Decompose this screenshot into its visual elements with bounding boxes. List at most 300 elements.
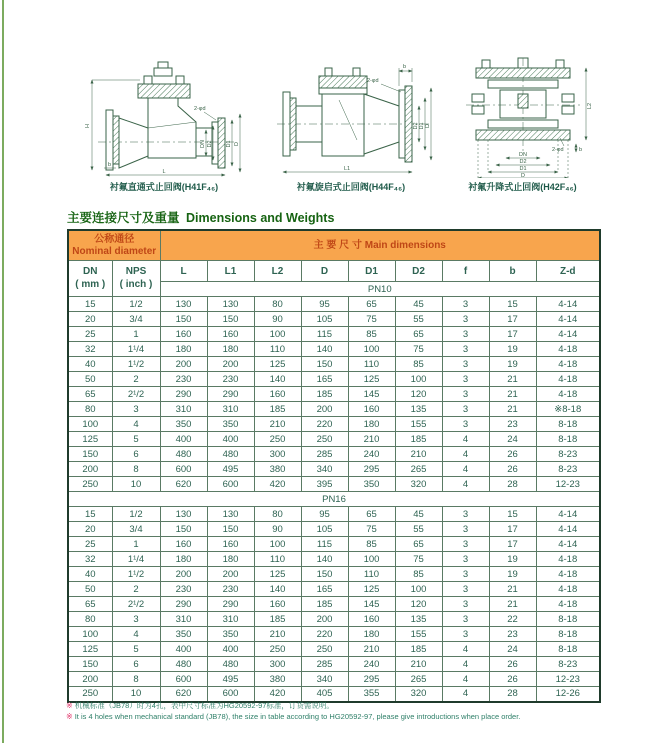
table-cell: 4-18 bbox=[536, 372, 600, 387]
table-cell: 290 bbox=[207, 597, 254, 612]
table-cell: 130 bbox=[207, 507, 254, 522]
table-cell: 290 bbox=[160, 597, 207, 612]
table-cell: 3 bbox=[112, 612, 160, 627]
table-cell: 400 bbox=[160, 432, 207, 447]
table-cell: 125 bbox=[68, 432, 112, 447]
table-cell: 80 bbox=[68, 402, 112, 417]
table-cell: 200 bbox=[207, 567, 254, 582]
table-cell: 265 bbox=[395, 462, 442, 477]
table-cell: 5 bbox=[112, 432, 160, 447]
table-cell: 230 bbox=[160, 372, 207, 387]
table-cell: 295 bbox=[348, 462, 395, 477]
page-title bbox=[67, 208, 334, 226]
table-cell: 1¹/2 bbox=[112, 567, 160, 582]
table-cell: 85 bbox=[395, 567, 442, 582]
table-cell: 285 bbox=[301, 447, 348, 462]
table-row bbox=[68, 342, 600, 357]
table-cell: 210 bbox=[254, 627, 301, 642]
table-cell: 495 bbox=[207, 672, 254, 687]
dimensions-table-wrapper bbox=[67, 229, 601, 703]
dim-label-d2: D2 bbox=[412, 122, 419, 130]
table-cell: 90 bbox=[254, 522, 301, 537]
table-cell: 600 bbox=[160, 672, 207, 687]
table-cell: 80 bbox=[68, 612, 112, 627]
table-cell: 125 bbox=[254, 567, 301, 582]
table-cell: 340 bbox=[301, 462, 348, 477]
table-cell: 22 bbox=[489, 612, 536, 627]
table-cell: 310 bbox=[207, 612, 254, 627]
table-cell: 2¹/2 bbox=[112, 387, 160, 402]
valve-figure-straight bbox=[78, 60, 250, 193]
table-cell: 8-18 bbox=[536, 642, 600, 657]
table-cell: 165 bbox=[301, 582, 348, 597]
table-cell: 100 bbox=[395, 582, 442, 597]
table-cell: 140 bbox=[254, 582, 301, 597]
table-cell: 600 bbox=[160, 462, 207, 477]
table-cell: 80 bbox=[254, 297, 301, 312]
table-cell: 28 bbox=[489, 687, 536, 702]
table-cell: 26 bbox=[489, 447, 536, 462]
table-cell: 8-18 bbox=[536, 612, 600, 627]
table-cell: 75 bbox=[348, 312, 395, 327]
table-cell: 290 bbox=[160, 387, 207, 402]
dim-label-d1: D1 bbox=[418, 122, 425, 130]
table-cell: 4-14 bbox=[536, 522, 600, 537]
table-cell: 300 bbox=[254, 657, 301, 672]
table-cell: 480 bbox=[160, 447, 207, 462]
table-cell: 95 bbox=[301, 507, 348, 522]
table-cell: 45 bbox=[395, 507, 442, 522]
dim-label-d2: D2 bbox=[518, 159, 527, 165]
column-header-D: D bbox=[301, 261, 348, 282]
table-cell: 26 bbox=[489, 462, 536, 477]
table-cell: 220 bbox=[301, 627, 348, 642]
table-cell: 3 bbox=[442, 417, 489, 432]
table-row bbox=[68, 507, 600, 522]
table-cell: 19 bbox=[489, 357, 536, 372]
table-cell: 240 bbox=[348, 447, 395, 462]
table-cell: 26 bbox=[489, 672, 536, 687]
table-cell: 17 bbox=[489, 312, 536, 327]
nps-column-header bbox=[112, 261, 160, 297]
table-cell: 150 bbox=[301, 357, 348, 372]
valve-drawing-swing bbox=[269, 60, 434, 178]
table-cell: 10 bbox=[112, 687, 160, 702]
table-cell: 90 bbox=[254, 312, 301, 327]
table-cell: 105 bbox=[301, 522, 348, 537]
table-cell: 155 bbox=[395, 627, 442, 642]
table-cell: 165 bbox=[301, 372, 348, 387]
table-cell: 21 bbox=[489, 582, 536, 597]
table-cell: 160 bbox=[160, 327, 207, 342]
table-cell: 50 bbox=[68, 582, 112, 597]
table-cell: 4-14 bbox=[536, 312, 600, 327]
table-cell: 1/2 bbox=[112, 507, 160, 522]
valve-figure-lift bbox=[445, 56, 600, 193]
table-cell: 95 bbox=[301, 297, 348, 312]
table-row bbox=[68, 627, 600, 642]
table-cell: 120 bbox=[395, 387, 442, 402]
table-cell: 24 bbox=[489, 432, 536, 447]
table-cell: 100 bbox=[68, 417, 112, 432]
table-cell: 140 bbox=[301, 552, 348, 567]
table-cell: 8-23 bbox=[536, 462, 600, 477]
table-cell: 420 bbox=[254, 687, 301, 702]
table-cell: 400 bbox=[160, 642, 207, 657]
table-cell: 200 bbox=[160, 567, 207, 582]
table-cell: 350 bbox=[160, 417, 207, 432]
table-cell: 25 bbox=[68, 327, 112, 342]
table-cell: 25 bbox=[68, 537, 112, 552]
table-cell: 135 bbox=[395, 402, 442, 417]
table-cell: 55 bbox=[395, 522, 442, 537]
table-cell: 135 bbox=[395, 612, 442, 627]
table-cell: 100 bbox=[348, 342, 395, 357]
table-cell: 8-23 bbox=[536, 657, 600, 672]
table-row bbox=[68, 597, 600, 612]
table-cell: 185 bbox=[395, 642, 442, 657]
table-cell: 85 bbox=[395, 357, 442, 372]
figure-caption-straight: 衬氟直通式止回阀(H41F₄₆) bbox=[109, 182, 219, 192]
table-cell: 185 bbox=[254, 612, 301, 627]
table-cell: 4 bbox=[112, 417, 160, 432]
table-cell: 15 bbox=[68, 297, 112, 312]
table-row bbox=[68, 567, 600, 582]
table-row bbox=[68, 387, 600, 402]
table-row bbox=[68, 327, 600, 342]
table-cell: 65 bbox=[348, 507, 395, 522]
table-cell: 6 bbox=[112, 447, 160, 462]
table-cell: 4 bbox=[112, 627, 160, 642]
table-cell: 3 bbox=[442, 342, 489, 357]
table-cell: 40 bbox=[68, 357, 112, 372]
dim-label-d: D bbox=[233, 142, 240, 146]
table-cell: 21 bbox=[489, 372, 536, 387]
dim-label-l2: L2 bbox=[586, 102, 593, 110]
table-cell: 350 bbox=[348, 477, 395, 492]
table-cell: 320 bbox=[395, 477, 442, 492]
figure-caption-swing: 衬氟旋启式止回阀(H44F₄₆) bbox=[296, 182, 406, 192]
table-row bbox=[68, 297, 600, 312]
table-cell: 4-18 bbox=[536, 582, 600, 597]
table-row bbox=[68, 522, 600, 537]
footnote-en bbox=[66, 712, 520, 723]
table-cell: 200 bbox=[68, 672, 112, 687]
table-cell: 405 bbox=[301, 687, 348, 702]
table-row bbox=[68, 447, 600, 462]
column-header-L2: L2 bbox=[254, 261, 301, 282]
table-cell: 8 bbox=[112, 672, 160, 687]
column-header-Zd: Z-d bbox=[536, 261, 600, 282]
table-cell: 350 bbox=[207, 627, 254, 642]
table-cell: 75 bbox=[348, 522, 395, 537]
table-cell: 4-14 bbox=[536, 297, 600, 312]
column-header-L: L bbox=[160, 261, 207, 282]
table-cell: 3/4 bbox=[112, 522, 160, 537]
page-title-zh: 主要连接尺寸及重量 bbox=[67, 211, 180, 225]
table-row bbox=[68, 312, 600, 327]
table-cell: 3 bbox=[442, 597, 489, 612]
dim-label-2phid: 2-φd bbox=[366, 78, 379, 84]
nominal-diameter-en: Nominal diameter bbox=[72, 245, 157, 257]
table-cell: 3 bbox=[442, 297, 489, 312]
table-cell: 230 bbox=[207, 582, 254, 597]
footnote-zh-text: 机械标准（JB78）时为4孔，表中尺寸标准为HG20592-97标准，订货需说明。 bbox=[74, 701, 334, 710]
table-cell: 2¹/2 bbox=[112, 597, 160, 612]
nps-unit: ( inch ) bbox=[119, 278, 153, 290]
table-cell: 4 bbox=[442, 657, 489, 672]
table-cell: 480 bbox=[207, 657, 254, 672]
table-cell: 480 bbox=[207, 447, 254, 462]
table-cell: 340 bbox=[301, 672, 348, 687]
table-cell: 6 bbox=[112, 657, 160, 672]
table-cell: 310 bbox=[207, 402, 254, 417]
table-cell: 12-23 bbox=[536, 477, 600, 492]
table-cell: 3 bbox=[112, 402, 160, 417]
table-row bbox=[68, 462, 600, 477]
table-cell: 200 bbox=[301, 612, 348, 627]
table-cell: 3 bbox=[442, 522, 489, 537]
table-cell: 160 bbox=[207, 537, 254, 552]
nps-label: NPS bbox=[125, 266, 147, 277]
dim-label-d1: D1 bbox=[518, 166, 527, 172]
column-header-D1: D1 bbox=[348, 261, 395, 282]
table-cell: 15 bbox=[68, 507, 112, 522]
table-cell: 125 bbox=[68, 642, 112, 657]
table-cell: 8-18 bbox=[536, 627, 600, 642]
table-cell: 4-14 bbox=[536, 327, 600, 342]
table-cell: 21 bbox=[489, 597, 536, 612]
table-cell: 3 bbox=[442, 357, 489, 372]
table-cell: 4-18 bbox=[536, 567, 600, 582]
dim-label-d: D bbox=[424, 124, 431, 128]
dim-label-l: L bbox=[161, 169, 166, 175]
pressure-class-row-pn16 bbox=[68, 492, 600, 507]
table-cell: 150 bbox=[68, 447, 112, 462]
table-cell: 350 bbox=[207, 417, 254, 432]
table-cell: 150 bbox=[207, 522, 254, 537]
table-cell: 210 bbox=[395, 657, 442, 672]
table-cell: 8-23 bbox=[536, 447, 600, 462]
table-row bbox=[68, 417, 600, 432]
table-row bbox=[68, 582, 600, 597]
table-cell: 110 bbox=[348, 357, 395, 372]
dim-label-l1: L1 bbox=[343, 166, 350, 172]
table-row bbox=[68, 537, 600, 552]
dn-label: DN bbox=[83, 266, 98, 277]
main-dimensions-header: 主 要 尺 寸 Main dimensions bbox=[160, 230, 600, 261]
footnotes bbox=[66, 701, 520, 723]
table-row bbox=[68, 672, 600, 687]
dimensions-table bbox=[67, 229, 601, 703]
table-cell: 4-18 bbox=[536, 597, 600, 612]
table-cell: 400 bbox=[207, 642, 254, 657]
table-cell: 12-23 bbox=[536, 672, 600, 687]
table-cell: 100 bbox=[254, 537, 301, 552]
table-cell: 8-18 bbox=[536, 432, 600, 447]
table-cell: 100 bbox=[68, 627, 112, 642]
valve-drawing-straight bbox=[82, 60, 247, 178]
table-cell: 115 bbox=[301, 537, 348, 552]
dim-label-dn: DN bbox=[199, 140, 206, 148]
table-cell: 10 bbox=[112, 477, 160, 492]
table-cell: 17 bbox=[489, 522, 536, 537]
table-cell: 400 bbox=[207, 432, 254, 447]
table-cell: 355 bbox=[348, 687, 395, 702]
column-header-b: b bbox=[489, 261, 536, 282]
table-row bbox=[68, 612, 600, 627]
table-cell: 210 bbox=[254, 417, 301, 432]
table-cell: 125 bbox=[254, 357, 301, 372]
table-cell: 185 bbox=[301, 387, 348, 402]
table-cell: 4 bbox=[442, 477, 489, 492]
table-cell: 310 bbox=[160, 402, 207, 417]
table-cell: 620 bbox=[160, 477, 207, 492]
table-cell: 100 bbox=[395, 372, 442, 387]
pressure-class-label: PN16 bbox=[68, 492, 600, 507]
table-row bbox=[68, 477, 600, 492]
table-cell: 4 bbox=[442, 642, 489, 657]
table-cell: 160 bbox=[348, 612, 395, 627]
table-cell: 185 bbox=[254, 402, 301, 417]
table-cell: 4 bbox=[442, 447, 489, 462]
table-cell: 250 bbox=[301, 642, 348, 657]
table-cell: 17 bbox=[489, 537, 536, 552]
table-cell: 4-14 bbox=[536, 537, 600, 552]
table-cell: 45 bbox=[395, 297, 442, 312]
table-cell: 265 bbox=[395, 672, 442, 687]
footnote-en-text: It is 4 holes when mechanical standard (JB78), the size in table according to HG20592-97, please give introductions when place order. bbox=[74, 711, 521, 721]
table-cell: 8 bbox=[112, 462, 160, 477]
table-cell: 3 bbox=[442, 327, 489, 342]
table-cell: 2 bbox=[112, 372, 160, 387]
table-cell: 65 bbox=[395, 537, 442, 552]
table-cell: 32 bbox=[68, 342, 112, 357]
table-cell: 185 bbox=[395, 432, 442, 447]
table-cell: 4 bbox=[442, 462, 489, 477]
dim-label-d1: D1 bbox=[225, 140, 232, 148]
table-cell: 110 bbox=[254, 552, 301, 567]
table-cell: 19 bbox=[489, 342, 536, 357]
table-cell: 50 bbox=[68, 372, 112, 387]
valve-drawing-lift bbox=[448, 56, 598, 178]
table-cell: 3 bbox=[442, 582, 489, 597]
table-cell: 65 bbox=[68, 387, 112, 402]
table-cell: 180 bbox=[348, 417, 395, 432]
table-cell: 85 bbox=[348, 327, 395, 342]
table-cell: 4-18 bbox=[536, 387, 600, 402]
table-cell: 19 bbox=[489, 567, 536, 582]
dim-label-b: b bbox=[578, 147, 582, 153]
table-cell: 105 bbox=[301, 312, 348, 327]
table-cell: 230 bbox=[207, 372, 254, 387]
table-cell: 130 bbox=[160, 507, 207, 522]
dim-label-dn: DN bbox=[518, 152, 527, 158]
valve-figure-swing bbox=[265, 60, 437, 193]
table-cell: 150 bbox=[301, 567, 348, 582]
table-cell: 395 bbox=[301, 477, 348, 492]
table-cell: 420 bbox=[254, 477, 301, 492]
table-row bbox=[68, 642, 600, 657]
footnote-marker-icon: ※ bbox=[66, 711, 73, 721]
footnote-marker-icon: ※ bbox=[66, 701, 73, 710]
table-cell: 110 bbox=[348, 567, 395, 582]
table-cell: 160 bbox=[207, 327, 254, 342]
table-cell: 40 bbox=[68, 567, 112, 582]
table-cell: 145 bbox=[348, 387, 395, 402]
table-cell: 55 bbox=[395, 312, 442, 327]
table-cell: 140 bbox=[254, 372, 301, 387]
table-cell: 250 bbox=[68, 687, 112, 702]
table-cell: 285 bbox=[301, 657, 348, 672]
table-cell: 230 bbox=[160, 582, 207, 597]
table-cell: 28 bbox=[489, 477, 536, 492]
dim-label-b: b bbox=[402, 64, 406, 70]
table-cell: 120 bbox=[395, 597, 442, 612]
table-cell: 3 bbox=[442, 612, 489, 627]
table-row bbox=[68, 402, 600, 417]
table-cell: 380 bbox=[254, 672, 301, 687]
table-cell: 250 bbox=[254, 642, 301, 657]
table-cell: 125 bbox=[348, 582, 395, 597]
table-cell: 185 bbox=[301, 597, 348, 612]
table-cell: 620 bbox=[160, 687, 207, 702]
table-cell: 200 bbox=[160, 357, 207, 372]
table-cell: 3 bbox=[442, 387, 489, 402]
table-cell: 240 bbox=[348, 657, 395, 672]
table-cell: 75 bbox=[395, 342, 442, 357]
table-cell: 160 bbox=[348, 402, 395, 417]
table-cell: 220 bbox=[301, 417, 348, 432]
table-cell: 24 bbox=[489, 642, 536, 657]
table-cell: ※8-18 bbox=[536, 402, 600, 417]
table-cell: 210 bbox=[395, 447, 442, 462]
table-cell: 200 bbox=[301, 402, 348, 417]
table-cell: 250 bbox=[68, 477, 112, 492]
table-row bbox=[68, 552, 600, 567]
page-left-border bbox=[2, 0, 4, 743]
table-cell: 21 bbox=[489, 387, 536, 402]
dim-label-h: H bbox=[84, 124, 91, 128]
figure-caption-lift: 衬氟升降式止回阀(H42F₄₆) bbox=[468, 182, 577, 192]
table-cell: 100 bbox=[254, 327, 301, 342]
table-cell: 295 bbox=[348, 672, 395, 687]
table-cell: 145 bbox=[348, 597, 395, 612]
table-cell: 210 bbox=[348, 642, 395, 657]
table-cell: 4-18 bbox=[536, 552, 600, 567]
table-cell: 19 bbox=[489, 552, 536, 567]
table-cell: 290 bbox=[207, 387, 254, 402]
table-cell: 130 bbox=[160, 297, 207, 312]
table-cell: 200 bbox=[68, 462, 112, 477]
table-cell: 3 bbox=[442, 402, 489, 417]
page-title-en: Dimensions and Weights bbox=[186, 211, 335, 225]
table-cell: 3 bbox=[442, 372, 489, 387]
table-row bbox=[68, 657, 600, 672]
table-cell: 115 bbox=[301, 327, 348, 342]
table-cell: 4-14 bbox=[536, 507, 600, 522]
table-cell: 3 bbox=[442, 567, 489, 582]
table-cell: 150 bbox=[207, 312, 254, 327]
dim-label-b: b bbox=[107, 162, 111, 168]
table-cell: 210 bbox=[348, 432, 395, 447]
table-cell: 65 bbox=[348, 297, 395, 312]
table-cell: 150 bbox=[160, 312, 207, 327]
table-header-row-top bbox=[68, 230, 600, 261]
table-header-row-columns bbox=[68, 261, 600, 282]
table-cell: 150 bbox=[160, 522, 207, 537]
table-cell: 160 bbox=[254, 387, 301, 402]
